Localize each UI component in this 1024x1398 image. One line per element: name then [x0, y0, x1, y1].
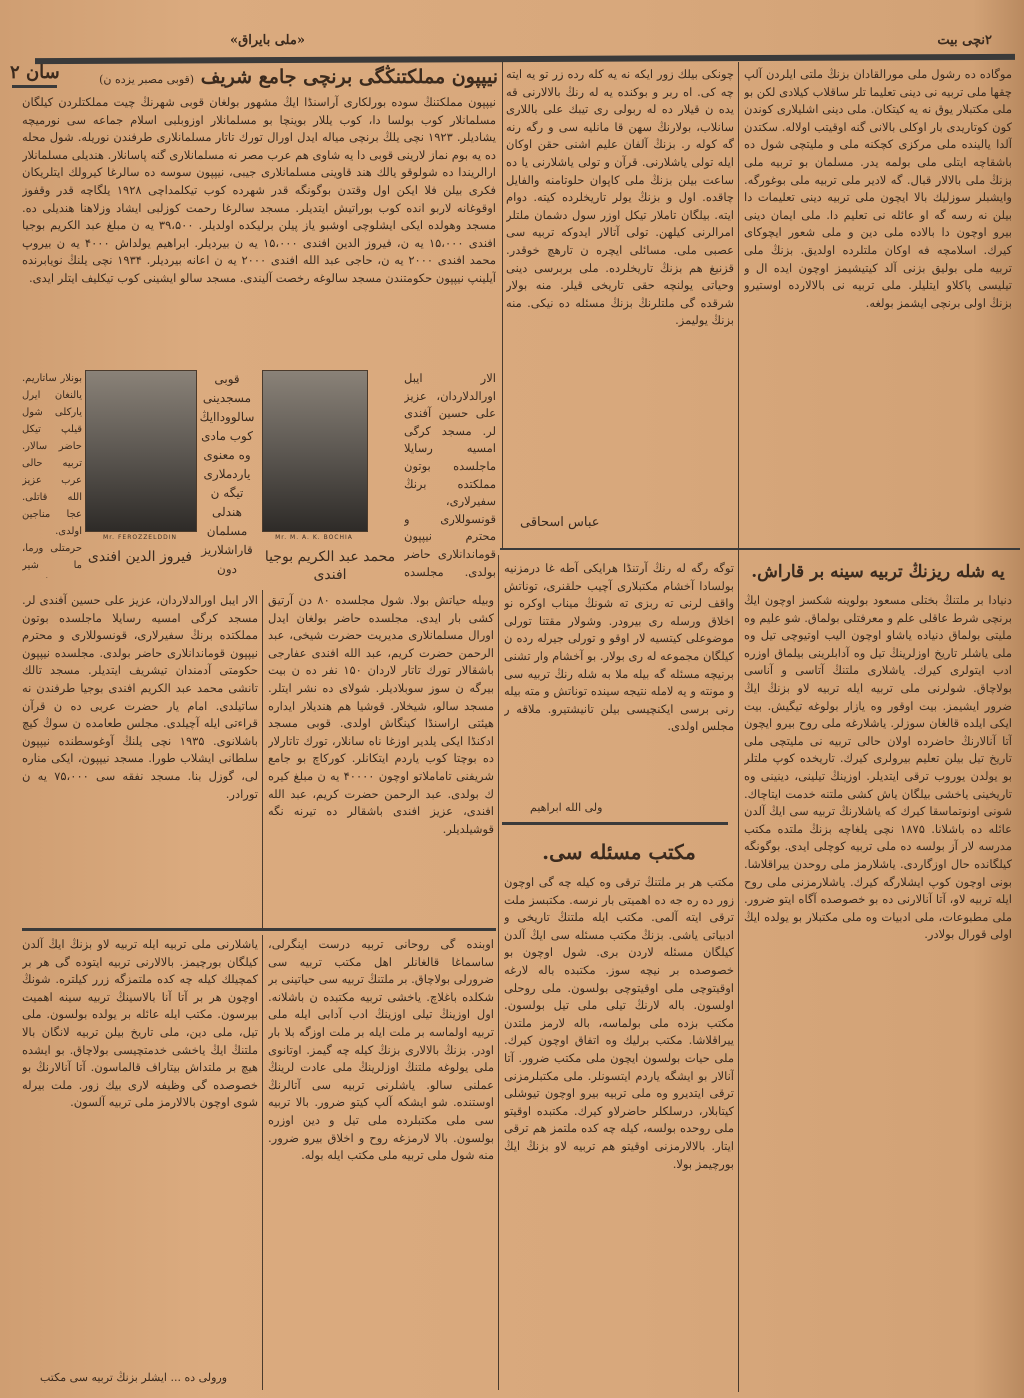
page-number: ٢نچی بیت: [937, 33, 992, 48]
main-headline: [62, 64, 498, 93]
section-rule: [502, 822, 728, 825]
section-rule: [22, 928, 496, 931]
article-column: اوبنده گی روحانی تربیه درست اینگرلی، ساسماغا قالغانلر اهل مکتب تربیه سی ضرورلی بولاچاق. بر ملتنڭ تربیه سی حیاتینی بر شکلده باغلاچ. یاخشی تربیه مکتبده ن باشلانه. اول اوزینڭ تیلی اوزینڭ ادب آدابی ایله ملی تربیه اولماسه بر ملت ایله بر ملت اوزگه بلا بار اودر. بزنڭ بالالاری بزنڭ کیله چه گیمز. اوتانوی ملی یولوغه ملتنڭ اوزلرینڭ ملی عادت لرینڭ عملنی سالو. یاشلرنی تربیه سی آتالرنڭ اوستنده. شو ایشکه آلپ کیتو ضرور. بالا تربیه سی ملی مکتبلرده ملی تیل و دین اوزره بولسون. بالا لارمزغه روح و اخلاق بیرو ضرور. منه شول ملی تربیه ملی مکتب ایله بوله.: [268, 937, 494, 1163]
column-divider: [738, 62, 739, 1392]
photo-name: فیروز الدین افندی: [87, 549, 193, 565]
article-headline: یه شله ریزنڭ تربیه سینه بر قاراش.: [751, 562, 1005, 582]
column-divider: [262, 935, 263, 1390]
article-column: چونکی بیلك زور ایکه نه یه کله رده زر تو یه ایته چه کی. اه ربر و بوکنده یه له رنڭ بالالارنی قه یده ن قیلار ده له ربولی ری تیبك علی باللاری سانلاب، بولارنڭ سهن قا مانلیه سی و رگه رنه گه کوله ر. بزنڭ آلفان علیم اشنی حقن اوکان ایله تولی یاشلارنی. قرآن و تولی یاشلارنی یا ده ساعت بیلن بزنڭ ملی کاپوان حلوتامنه والفایل چاقده. اول و بزنڭ یولر تاریخلرده کیته. دوام ایته. بیلگان تاملار تیکل اوزر سول دشمان ملتلر امرالرنی کیلهن. تولی آتالار ایدوكه تربیه سی عصبی ملی. مسائلی ایچره ن تارهچ خوقدر. قزنیغ هم بزنڭ تاریخلرده. ملی بربرسی دینی وحیاتی یولنچه حقی تاریخی قیلر. منه بولار شرقده گی ملتلرنڭ بزنڭ مسئله ده نیکی. منه بزنڭ یولیمز.: [506, 67, 734, 328]
section-rule: [500, 548, 1020, 550]
article-column: یاشلارنی ملی تربیه ایله تربیه لاو بزنڭ ایڭ آلدن کیلگان بورچیمز. بالالارنی تربیه ایتوده گی هر بر کمچیلك کیله چه کده ملتمزگه زرر کیلتره. شونڭ اوچون هر بر آتا آنا بالاسینڭ تربیه سینه اهمیت بیرسون. مکتب ایله عائله بر یولده بولسون. ملی تیل، ملی دین، ملی تاریخ بیلن تربیه لانگان بالا ملتنڭ ایڭ یاخشی خدمتچیسی بولاچاق. بو ایشده هیچ بر ملتداش بیتاراف قالماسون. آتا آنالارنڭ بو خصوصده گی وظیفه لاری بیك زور. ملت بیرله شوی اوچون بالالارمز ملی تربیه آلسون.: [22, 937, 258, 1110]
photo-bochia: [262, 370, 368, 532]
article-column: مکتب هر بر ملتنڭ ترقی وه کیله چه گی اوچون زور ده ره جه ده اهمیتی بار نرسه. مکتبسز ملت ترقی ایته آلمی. مکتب ایله ملتنڭ تاریخی و ادبیاتی یاشی. بزنڭ مکتب مسئله سی ایڭ آلدن کیلگان مسئله لاردن بری. شول اوچون بو خصوصده بر نیچه سوز. مکتبده باله لارغه اوقیتوچی ملی اوقیتوچی بولسون. ملی روحلی اولسون. باله لارنڭ تیلی ملی تیل بولسون. مکتب بزده ملی بولماسه، باله لارمز ملتدن ییراقلاشا. مکتب برلیك وه اتفاق اوچون کیرك. ملی حیات بولسون ایچون ملی مکتب ضرور. آتا آنالار بو ایشگه یاردم ایتسونلر. ملی مکتبلرمزنی ترقی ایتدیرو وه ملی تربیه بیرو اوچون تیوشلی کیتابلار، درسلکلر حاضرلاو کیرك. مکتبده اوقیتو ملی روحده بولسه، کیله چه کده ملتمز هم ترقی ایتار. بالالارمزنی اوقیتو هم تربیه لاو بزنڭ ایڭ بورچیمز بولا.: [504, 875, 734, 1171]
column-divider: [502, 62, 503, 550]
left-strip-text: بونلار ساتاریم. یالنغان ایرل یارکلی شول قیلپ تیکل حاضر سالار. تربیه حالی عرب عزیز الله قاتلی. عجا مناجین اولدی. حرمتلی ورما، ما شیر: [22, 373, 82, 571]
photo-caption: Mr. M. A. K. BOCHIA: [275, 534, 353, 541]
article-column: دنیادا بر ملتنڭ بختلی مسعود بولوینه شکسز اوچون ایڭ برنچی شرط عاقلی علم و معرفتلی بولماق. شو علیم وه ملیتی بولماق دنیاده یاشاو اوچون الیب اوتیوچی تیل وه ملی یاشلر تاریخ اوزلرینڭ تیل وه آدابلرینی بیلماق اوزره ادب ایتولری کیرك. یاشلاری ملتنڭ آتاسی و آناسی بولاچاق. شولرنی ملی تربیه ایله تربیه لاو بزنڭ ایڭ ضرور ایشیمز. بیت اوقور وه یازار بولوغه تیگیش. بیت ایکی ایلده قالغان سوزلر. یاشلارغه ملی روح بیرو ایچون آتا آنالارنڭ حاضرده اولان حالی تربیه نی ملیتچی ملی تاریخ تیل بیلن تعلیم بیرولری کیرك. تاریخده کوپ ملتلر بو یولدن یوروب ترقی ایتدیلر. اوزینڭ تیلینی، دینینی وه تاریخینی یاخشی بیلگان یاش کشی ملتنه خدمت ایتاچاك. شونی اونوتماسقا کیرك که یاشلارنڭ تربیه سی ایڭ آلدن عائله ده باشلانا. ۱۸۷۵ نچی یلغاچه بزنڭ ملتده مکتب مدرسه لار آز بولسه ده ملی تربیه کوچلی ایدی. بوگونگه کیلگانده حال اوزگاردی. یاشلارمز ملی روحدن ییراقلاشا. بونی اوچون کوپ ایشلارگه کیرك. یاشلارمزنی ملی روح ایله تربیه لاو، آتا آنالارنی ده بو خصوصده آگاه ایتو ضرور. ملی مطبوعات، ملی ادبیات وه ملی مکتبلار بو یولده ایڭ اولی قورال بولادر.: [744, 593, 1012, 942]
article-column: توگه رگه له رنڭ آرتنڈا هرایکی آطه غا درمزنیه بولسادا آخشام مکتبلاری آچیب حلقنری، توناتش واقف لرنی ته ربزی ته شونڭ میناب اوکره نو اخلاق ورسله ری بیرودر. وشولار مقتنا تورلی موضوعلی کیتسیه لار اوقو و تورلی جیرله رده ن کیلگان مجموعه له ری بولار. بو آخشام وار تشنی برنیچه مسئله گه بیله ملا به شله رنڭ تربیه سی و مونته و یه لامله نتیجه سینده توناتش و مته بیله رنی برسی ایکنچیسی بیلن تانیشتیرو. ملاقه ر مجلس اولدی.: [504, 561, 734, 734]
photo-ferozeddin: [85, 370, 197, 532]
article-headline: مکتب مسئله سی.: [542, 840, 696, 864]
newspaper-name: «ملی بایراق»: [230, 33, 305, 48]
column-footer: ورولی ده ... ایشلر بزنڭ تربیه سی مکتب: [40, 1371, 228, 1384]
signature: عباس اسحاقی: [520, 515, 600, 530]
side-text: قوبی مسجدینی سالووداایڭ کوب مادی وه معنوی یاردملاری تیگه ن هندلی مسلمان قاراشلاریز دون: [199, 372, 255, 576]
main-article-continued-left: الار ایبل اورالدلاردان، عزیز علی حسین آفندی لر. مسجد کرگی امسیه رسایلا ماجلسده بوتون مملکتده برنڭ سفیرلاری، قونسوللاری و محترم نیپپون قوماندانلاری حاضر بولدی. مجلسده نیپپون حکومتی آدمندان تیشریف ایتدیلر. مسجد تالك تانشی محمد عبد الکریم افندی بوجیا طرفندن نه ساتیلدی. امام یار حضرت عربی ده ن قرآن قراءتی ایله آچیلدی. مجلس طعامده ن سوڭ کیچ باشلانوی. ۱۹۳۵ نچی یلنڭ آوغوسطنده نیپپون سلطانی ایشلاب طورا. مسجد نیپپون، ایکی مناره لی، گوزل بنا. مسجد نفقه سی ۷۵،۰۰۰ یه ن تورادر.: [22, 593, 258, 801]
issue-label: سان ٢: [10, 62, 60, 83]
article-column: موگاده ده رشول ملی مورالقادان بزنڭ ملتی ایلردن آلپ چقها ملی تربیه نی دینی تعلیما تلر ساقلاب کیلادی لکن بو ملی مکتبلار یوق نه یه کیتکان. ملی دینی اشلیلاری کوندن کون کوتاریدی بار اوکلی بالانی گنه اوقیتب اولاله. سکتدن آلدا یالینده ملی مرکزی کچکنه ملی و ملیتچی شول ده باشقاچه ایتلی ملی بولمه یدر. مسلمان بو تربیه ملی بزنڭ ملی بالالار قبال. گه لادیر ملی تربیه ملی بوغورگه. وایشبلر سوزلیك بالا ایچون ملی تربیه دینی تعلیمات دا بیلن نه رسه گه او عائله نی تعلیم دا. ملی ایمان دینی بیرو اوچون دا بالاده ملی دین و ملی شعور ایچوكای کیرك. اسلامچه فه اوکان ملتلرده اولدیق. بزنڭ ملی تربیه ملی بولیق بزنی آلد کیتیشیمز اوچون ایده ال و تیلیسی پاکلاو ایتلیلر. ملی تربیه نی بالالارده اوستیرو بزنڭ اولی برنچی ایشمز بولغه.: [744, 67, 1012, 310]
headline-note: (قوبی مصبر یزده ن): [99, 73, 195, 86]
signature: ولی الله ابراهیم: [530, 801, 603, 814]
main-article-body: نیپپون مملکتنڭ سوده بورلکاری آراسنڈا ایڭ مشهور بولغان قوبی شهرنڭ چیت مملکتلردن کیلگان مسلمانلار کوب بولسا دا، کوب یللار بوینچا بو مسلمانلار اوزوبلبی اسلام جماعه سی نورمیچه یشادیلر. ۱۹۲۳ نچی یلڭ برنچی میاله ایدل اورال تورك تاتار مسلمانلاری طرفندن نوریله. شول محله ده یه بوم نماز لارینی قوبی دا یه شاوی هم عرب مصر نه مسلمانلاری گنه پاسانلار. هندیلی مسلمانلار ارالریندا ده شولوقو یالك هند قاوینی مسلمانلاری جیبی، نیپپون سوسه ده سالرغا کیرولك ایتلریکان فکری بیلن فلا ایکن اول وقتدن بوگونگه قدر شهرده کوب تیکلمداچی ۱۹۲۸ یلگاچه قدر وقفوز اوقوغانه لاربو انده کوب بوراتیش ایتدیلر. مسجد سالرغا رحمت کوزلبی ایشاد وزلاهنا هندیلی ده. مسجد وهولده ایکی ایشلوچی اوشبو یاز پیلن برلیکده اولدیلر. ۳۹،۵۰۰ یه ن مبلغ عبد الکریم بوجیا افندی ۱۵،۰۰۰ یه ن، فیروز الدین افندی ۱۵،۰۰۰ یه ن بیردیلر. ابراهیم یولداش ۴۰۰۰ یه ن بیروپ محمد افندی ۲۰۰۰ یه ن، حاجی عبد الله افندی ۲۰۰۰ یه ن اعانه بیردیلر. ۱۹۳۴ نچی یلنڭ نویابرنده آیلینپ نیپپون حکومتندن مسجد سالوغه رخصت آلیندی. مسجد سالو ایشینی کوب تیکلیف ایتلر ایدی.: [22, 95, 496, 285]
photo-name: محمد عبد الکریم بوجیا افندی: [264, 549, 396, 583]
main-article-side-column: الار ایبل اورالدلاردان، عزیز علی حسین آفندی لر. مسجد کرگی امسیه رسایلا ماجلسده بوتون مملکتده برنڭ سفیرلاری، قونسوللاری و محترم نیپپون قوماندانلاری حاضر بولدی. مجلسده: [404, 371, 496, 579]
column-divider: [498, 555, 499, 1390]
main-article-continued-right: وبیله حیاتش بولا. شول مجلسده ۸۰ دن آرتیق کشی بار ایدی. مجلسده حاضر بولغان ایدل اورال مسلمانلاری مدیریت حضرت شیخی، عبد الرحمن حضرت کریم، عبد الله افندی عفارجی باشقالار تورك تاتار لاردان ۱۵۰ نفر ده ن بیت بیرگه ن سوز سوبلادیلر. شولای ده نشر ایتلر. مسجد سالو، شیخلار. قوشیا هم هندیلار ایداره هیئتی اراسنڈا کینگاش اولدی. قوبی مسجد ادکنڈا ایکی یلدیر اوزغا ناه سانلار، تورك تاتارلار ده بوچتا کوب یاردم ایتکانلر. کورکاچ بو جامع شریفنی تاماملاتو اوچون ۴۰۰۰۰ یه ن مبلغ کیره ك بولدی. عبد الرحمن حضرت کریم، عبد الله افندی، عزیز افندی باشقالر ده تیرنه نگه قوشیلدیلر.: [268, 593, 494, 836]
issue-rule: [12, 85, 57, 88]
photo-caption: Mr. FEROZZELDDIN: [103, 534, 177, 541]
column-divider: [262, 590, 263, 928]
headline-text: نیپپون مملکتنڭگی برنچی جامع شریف: [200, 66, 498, 88]
